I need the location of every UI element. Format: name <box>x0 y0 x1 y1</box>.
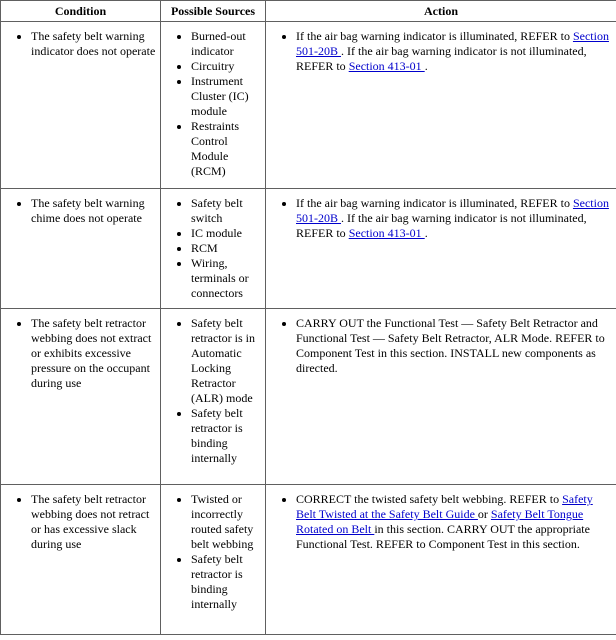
list-item: • Safety belt switch <box>191 196 263 226</box>
list-item: • Safety belt retractor is binding internally <box>191 552 263 612</box>
condition-cell <box>1 485 161 635</box>
table-row <box>1 189 616 309</box>
header-possible-sources: Possible Sources <box>161 1 266 22</box>
sources-cell <box>161 485 266 635</box>
header-action: Action <box>266 1 616 22</box>
sources-list <box>163 196 263 301</box>
table-row <box>1 309 616 485</box>
header-row <box>1 1 616 22</box>
list-item: • Safety belt retractor is in Automatic Locking Retractor (ALR) mode <box>191 316 263 406</box>
list-item: • RCM <box>191 241 263 256</box>
table-row <box>1 485 616 635</box>
section-501-20b-link[interactable]: Section 501-20B <box>296 29 609 58</box>
condition-cell <box>1 189 161 309</box>
list-item: • Safety belt retractor is binding internally <box>191 406 263 466</box>
sources-list <box>163 29 263 179</box>
list-item: • Restraints Control Module (RCM) <box>191 119 263 179</box>
list-item: • Instrument Cluster (IC) module <box>191 74 263 119</box>
sources-list <box>163 316 263 466</box>
section-413-01-link[interactable]: Section 413-01 <box>348 59 425 73</box>
header-condition: Condition <box>1 1 161 22</box>
list-item: • Burned-out indicator <box>191 29 263 59</box>
table-row <box>1 22 616 189</box>
list-item: • Circuitry <box>191 59 263 74</box>
action-cell <box>266 309 616 485</box>
condition-text: • The safety belt warning chime does not operate <box>31 196 158 226</box>
action-cell <box>266 22 616 189</box>
action-text: • CARRY OUT the Functional Test — Safety Belt Retractor and Functional Test — Safety Belt Retractor, ALR Mode. REFER to Component Test in this section. INSTALL new components as directed. <box>296 316 614 376</box>
action-cell <box>266 485 616 635</box>
list-item: • Wiring, terminals or connectors <box>191 256 263 301</box>
sources-cell <box>161 22 266 189</box>
sources-list <box>163 492 263 612</box>
section-413-01-link[interactable]: Section 413-01 <box>348 226 425 240</box>
list-item: • Twisted or incorrectly routed safety belt webbing <box>191 492 263 552</box>
action-text: • CORRECT the twisted safety belt webbing. REFER to Safety Belt Twisted at the Safety Belt Guide or Safety Belt Tongue Rotated on Belt in this section. CARRY OUT the appropriate Functional Test. REFER to Component Test in this section. <box>296 492 614 552</box>
safety-belt-tongue-rotated-link[interactable]: Safety Belt Tongue Rotated on Belt <box>296 507 584 536</box>
condition-cell <box>1 309 161 485</box>
sources-cell <box>161 309 266 485</box>
sources-cell <box>161 189 266 309</box>
action-cell <box>266 189 616 309</box>
list-item: • IC module <box>191 226 263 241</box>
condition-cell <box>1 22 161 189</box>
action-text: • If the air bag warning indicator is illuminated, REFER to Section 501-20B . If the air bag warning indicator is not illuminated, REFER to Section 413-01 . <box>296 196 614 241</box>
action-text: • If the air bag warning indicator is illuminated, REFER to Section 501-20B . If the air bag warning indicator is not illuminated, REFER to Section 413-01 . <box>296 29 614 74</box>
condition-text: • The safety belt retractor webbing does not retract or has excessive slack during use <box>31 492 158 552</box>
condition-text: • The safety belt warning indicator does not operate <box>31 29 158 59</box>
safety-belt-twisted-link[interactable]: Safety Belt Twisted at the Safety Belt Guide <box>296 492 593 521</box>
condition-text: • The safety belt retractor webbing does not extract or exhibits excessive pressure on the occupant during use <box>31 316 158 391</box>
section-501-20b-link[interactable]: Section 501-20B <box>296 196 609 225</box>
